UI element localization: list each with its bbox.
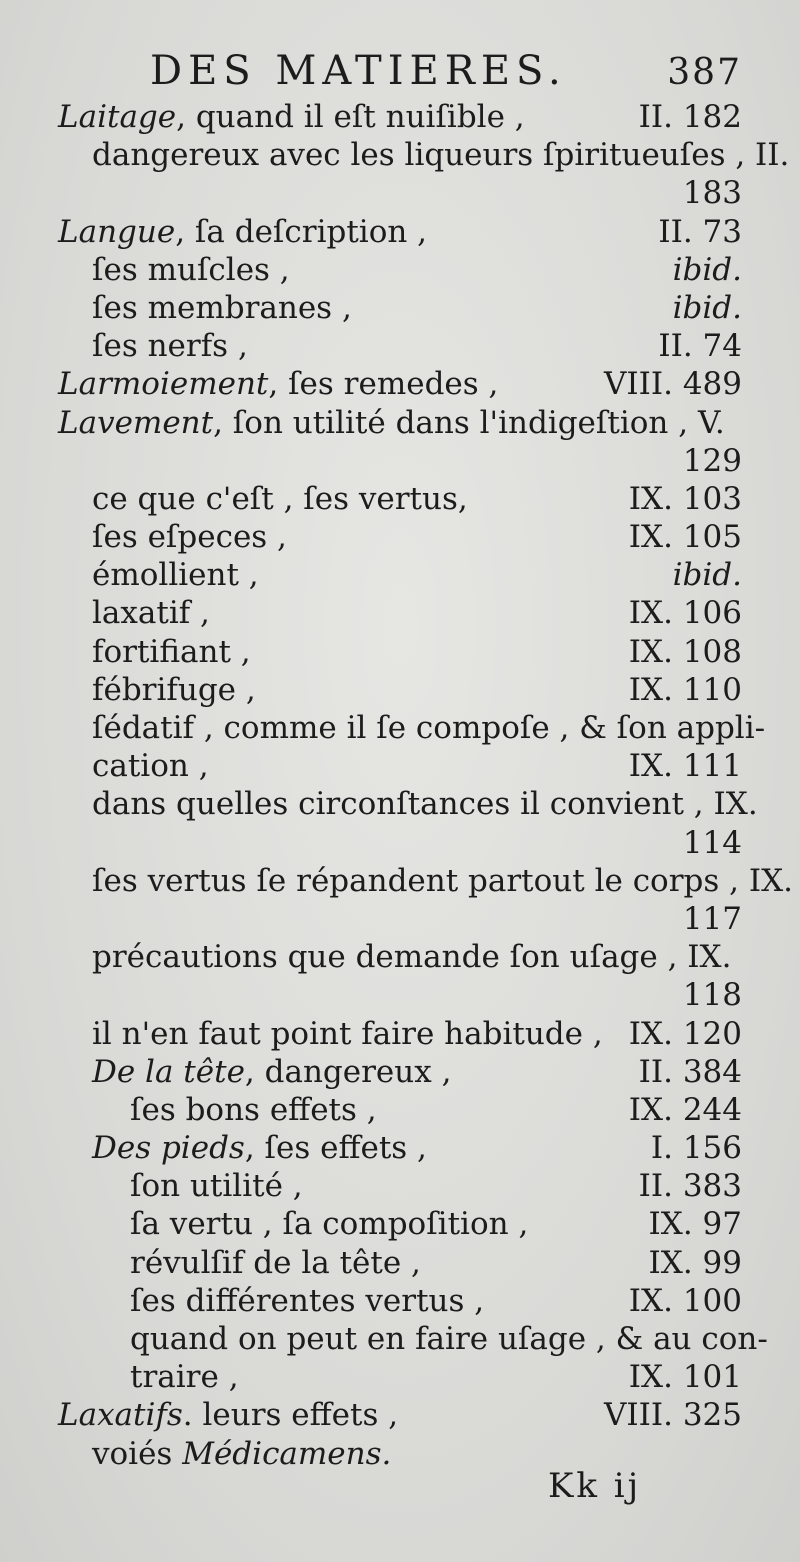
index-entry: [0, 1129, 800, 1167]
entry-headword: Laxatifs: [58, 1397, 183, 1434]
index-entry: [0, 365, 800, 403]
entry-page-reference: 129: [682, 442, 742, 479]
entry-page-reference: IX. 111: [628, 748, 742, 785]
entry-headword: Laitage: [58, 99, 177, 135]
index-entries: [0, 98, 800, 1473]
entry-description: révulſif de la tête ,: [130, 1244, 421, 1281]
index-entry: [0, 289, 800, 327]
index-entry: [0, 404, 800, 442]
entry-description: ſes eſpeces ,: [92, 519, 287, 556]
index-entry: [0, 1320, 800, 1358]
entry-page-reference: II. 384: [638, 1053, 742, 1090]
index-entry: [0, 1015, 800, 1053]
entry-page-reference: ibid.: [672, 557, 742, 594]
entry-description: quand on peut en faire uſage , & au con-: [130, 1321, 768, 1357]
entry-text: [92, 289, 352, 327]
page-number: 387: [667, 52, 742, 93]
entry-page-reference: 114: [682, 824, 742, 861]
header-title: DES MATIERES.: [150, 48, 567, 94]
entry-page-reference: IX. 110: [628, 671, 742, 708]
entry-description: ſédatif , comme il ſe compoſe , & ſon appli-: [92, 710, 766, 746]
index-entry: [0, 1091, 800, 1129]
index-entry: [0, 518, 800, 556]
entry-text: [130, 1282, 484, 1320]
entry-headword: De la tête: [92, 1053, 245, 1090]
entry-page-reference: II. 73: [658, 213, 742, 250]
entry-description: fortifiant ,: [92, 633, 251, 670]
entry-page-reference: IX. 120: [628, 1015, 742, 1052]
entry-page-reference: VIII. 489: [603, 366, 742, 403]
entry-description: ſes nerfs ,: [92, 328, 248, 365]
entry-text: [92, 480, 468, 518]
entry-page-reference: II. 182: [638, 99, 742, 135]
entry-description: ſes muſcles ,: [92, 251, 290, 288]
entry-text: [92, 671, 256, 709]
entry-text: [92, 862, 793, 900]
entry-page-reference: II. 74: [658, 328, 742, 365]
index-entry: [0, 785, 800, 823]
entry-text: [58, 365, 498, 403]
entry-page-reference: IX. 99: [648, 1244, 742, 1281]
entry-text: [92, 251, 290, 289]
entry-description: , ſa deſcription ,: [175, 213, 428, 250]
index-entry: [0, 938, 800, 976]
entry-page-reference: ibid.: [672, 289, 742, 326]
entry-description: , dangereux ,: [244, 1053, 452, 1090]
entry-description: précautions que demande ſon uſage , IX.: [92, 939, 732, 976]
entry-description: ſon utilité ,: [130, 1168, 303, 1205]
index-entry: [0, 747, 800, 785]
index-entry: [0, 1167, 800, 1205]
entry-text: [92, 594, 210, 632]
entry-description: dans quelles circonſtances il convient , IX.: [92, 786, 758, 823]
entry-page-reference: IX. 105: [628, 519, 742, 556]
index-entry: [0, 633, 800, 671]
entry-description: cation ,: [92, 748, 209, 785]
entry-page-reference: I. 156: [650, 1130, 742, 1167]
entry-description: dangereux avec les liqueurs ſpiritueuſes , II.: [92, 137, 790, 174]
entry-description: , ſon utilité dans l'indigeſtion , V.: [213, 404, 725, 441]
entry-description: ſes différentes vertus ,: [130, 1282, 485, 1319]
entry-text: [92, 518, 287, 556]
entry-text: [130, 1358, 239, 1396]
index-continuation-line: [0, 174, 800, 212]
entry-page-reference: ibid.: [672, 251, 742, 288]
entry-text: [130, 1167, 303, 1205]
signature-mark: Kk ij: [548, 1466, 642, 1506]
index-entry: [0, 480, 800, 518]
entry-page-reference: IX. 106: [628, 595, 742, 632]
entry-description: émollient ,: [92, 557, 259, 594]
entry-text: [58, 213, 427, 251]
entry-text: [92, 1435, 391, 1473]
entry-cross-reference: Médicamens.: [182, 1435, 392, 1472]
entry-page-reference: II. 383: [638, 1168, 742, 1205]
entry-headword: Des pieds: [92, 1130, 245, 1167]
entry-page-reference: IX. 108: [628, 633, 742, 670]
entry-description: , quand il eſt nuiſible ,: [176, 99, 525, 135]
index-continuation-line: [0, 900, 800, 938]
entry-page-reference: 183: [682, 175, 742, 212]
index-entry: [0, 251, 800, 289]
index-entry: [0, 862, 800, 900]
entry-description: ſes vertus ſe répandent partout le corps , IX.: [92, 862, 794, 899]
entry-text: [92, 1053, 451, 1091]
index-entry: [0, 1435, 800, 1473]
index-entry: [0, 1396, 800, 1434]
index-entry: [0, 594, 800, 632]
entry-page-reference: IX. 101: [628, 1359, 742, 1396]
entry-text: [130, 1205, 528, 1243]
index-entry: [0, 327, 800, 365]
entry-text: [92, 747, 209, 785]
entry-text: [92, 1015, 603, 1053]
entry-page-reference: VIII. 325: [603, 1397, 742, 1434]
entry-text: [58, 404, 725, 442]
entry-description: ce que c'eſt , ſes vertus,: [92, 480, 468, 517]
entry-page-reference: IX. 97: [648, 1206, 742, 1243]
index-entry: [0, 98, 800, 136]
entry-text: [92, 136, 789, 174]
entry-description: ſa vertu , ſa compoſition ,: [130, 1206, 529, 1243]
entry-text: [92, 327, 248, 365]
entry-page-reference: IX. 103: [628, 480, 742, 517]
entry-description: ſes bons effets ,: [130, 1091, 377, 1128]
entry-text: [92, 1129, 427, 1167]
entry-description: voiés: [92, 1435, 173, 1472]
entry-text: [130, 1244, 421, 1282]
entry-text: [130, 1091, 377, 1129]
entry-description: laxatif ,: [92, 595, 210, 632]
index-continuation-line: [0, 976, 800, 1014]
entry-description: traire ,: [130, 1359, 239, 1396]
entry-page-reference: 117: [682, 900, 742, 937]
entry-page-reference: IX. 100: [628, 1282, 742, 1319]
entry-text: [92, 709, 765, 747]
entry-text: [58, 98, 525, 136]
entry-text: [92, 785, 758, 823]
index-entry: [0, 1282, 800, 1320]
entry-text: [58, 1396, 398, 1434]
entry-description: , ſes effets ,: [244, 1130, 427, 1167]
entry-description: . leurs effets ,: [182, 1397, 399, 1434]
entry-page-reference: IX. 244: [628, 1091, 742, 1128]
index-entry: [0, 1358, 800, 1396]
index-entry: [0, 1244, 800, 1282]
index-continuation-line: [0, 442, 800, 480]
entry-headword: Larmoiement: [58, 366, 269, 403]
entry-description: ſes membranes ,: [92, 289, 352, 326]
index-continuation-line: [0, 824, 800, 862]
index-entry: [0, 136, 800, 174]
index-entry: [0, 213, 800, 251]
entry-description: il n'en faut point faire habitude ,: [92, 1015, 603, 1052]
entry-text: [92, 938, 731, 976]
entry-text: [92, 633, 251, 671]
entry-headword: Lavement: [58, 404, 214, 441]
entry-text: [92, 556, 259, 594]
running-header: [150, 48, 742, 98]
index-entry: [0, 671, 800, 709]
entry-description: fébrifuge ,: [92, 671, 256, 708]
index-entry: [0, 709, 800, 747]
entry-text: [130, 1320, 768, 1358]
entry-headword: Langue: [58, 213, 176, 250]
entry-description: , ſes remedes ,: [268, 366, 499, 403]
index-entry: [0, 1205, 800, 1243]
index-entry: [0, 556, 800, 594]
entry-page-reference: 118: [682, 977, 742, 1014]
index-entry: [0, 1053, 800, 1091]
